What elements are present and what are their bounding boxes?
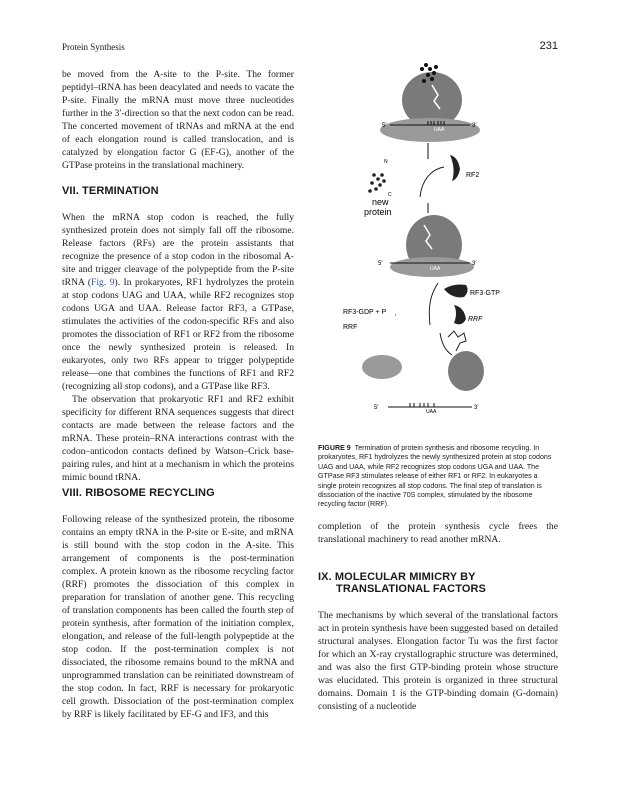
label-rf3-gdp: RF3-GDP + P: [343, 309, 387, 316]
label-uaa: UAA: [430, 266, 441, 272]
text-run: When the mRNA stop codon is reached, the fully synthesized protein does not simply fall off the ribosome. Release factors (RFs) are the protein assistants that recognize the presence of a stop codon in the ribosomal A-site and trigger cleavage of the polypeptide from the P-site tRNA (: [62, 212, 294, 288]
label-5-prime: 5′: [374, 405, 379, 411]
released-protein-icon: [368, 173, 386, 193]
arrow-rf3: [429, 283, 438, 325]
rf2-factor: [450, 155, 460, 181]
label-rf3-gtp: RF3·GTP: [470, 290, 500, 297]
paragraph-termination-1: [62, 211, 294, 393]
codon-ticks: [410, 403, 434, 407]
col1-termination-text: [62, 211, 294, 484]
ribosome-small-subunit: [380, 118, 480, 142]
section-heading-termination: VII. TERMINATION: [62, 185, 159, 197]
label-pi-subscript: i: [395, 312, 396, 317]
label-3-prime: 3′: [472, 123, 477, 129]
label-c-terminus: C: [388, 192, 392, 198]
rrf-factor: [454, 305, 466, 324]
col2-mimicry-text: [318, 609, 558, 713]
col2-continuation-text: [318, 520, 558, 546]
rf3-gtp-factor: [444, 285, 468, 298]
ribosome-large-subunit-free: [448, 351, 484, 391]
heading-line-2: TRANSLATIONAL FACTORS: [336, 583, 486, 595]
figure-9-link[interactable]: Fig. 9: [91, 277, 115, 288]
paragraph-recycling-1: Following release of the synthesized protein, the ribosome contains an empty tRNA in the P-site or E-site, and mRNA is still bound with the stop codon in the A-site. This arrangement of components is the post-termination complex. A protein known as the ribosome recycling factor (RRF) promotes the dissociation of this complex in preparation for translation of another gene. This recycling of translation components has been called the fourth step of protein synthesis, after formation of the initiation complex, elongation, and release of the full-length polypeptide at the stop codon. If the post-termination complex is not dissociated, the ribosome remains bound to the mRNA and unprogrammed translation can be reinitiated downstream of the stop codon. In fact, RRF is necessary for prokaryotic cell growth. Dissociation of the post-termination complex by RRF is likely facilitated by EF-G and IF3, and this: [62, 514, 294, 720]
figure-label: FIGURE 9: [318, 444, 351, 452]
col1-recycling-text: [62, 513, 294, 721]
label-uaa: UAA: [426, 409, 437, 415]
figure-9-caption: [318, 444, 558, 510]
col1-intro-text: [62, 68, 294, 172]
released-trna-icon: [448, 331, 466, 351]
section-heading-ribosome-recycling: VIII. RIBOSOME RECYCLING: [62, 487, 215, 499]
label-protein: protein: [364, 207, 392, 217]
arrow-recycling: [440, 333, 452, 355]
label-n-terminus: N: [384, 159, 388, 165]
caption-text: Termination of protein synthesis and ribosome recycling. In prokaryotes, RF1 hydrolyzes the newly synthesized protein at stop codons UAG and UAA, while RF2 recognizes stop codons UGA and UAA. The GTPase RF3 stimulates release of either RF1 or RF2. In eukaryotes a single protein recognizes all stop codons. The final step of translation is dissociation of the inactive 70S complex, stimulated by the ribosome recycling factor (RRF).: [318, 444, 552, 509]
label-new: new: [372, 197, 389, 207]
label-rrf-top: RRF: [468, 316, 483, 323]
label-rrf: RRF: [343, 324, 358, 331]
label-5-prime: 5′: [382, 123, 387, 129]
running-header-title: Protein Synthesis: [62, 42, 125, 52]
page-number: 231: [539, 40, 558, 52]
heading-line-1: IX. MOLECULAR MIMICRY BY: [318, 571, 476, 583]
text-run: ). In prokaryotes, RF1 hydrolyzes the protein at stop codons UAG and UAA, while RF2 recognizes stop codons UGA and UAA. Release factor RF3, a GTPase, stimulates the activities of the codon-specific RFs and also promotes the dissociation of RF1 or RF2 from the ribosome once the newly synthesized protein is released. In eukaryotes, only two RFs appear to trigger polypeptide release—one that combines the functions of RF1 and RF2 (recognizing all stop codons), and a GTPase like RF3.: [62, 277, 294, 392]
label-5-prime: 5′: [378, 261, 383, 267]
label-uaa: UAA: [434, 127, 445, 133]
paragraph-intro: be moved from the A-site to the P-site. The former peptidyl–tRNA has been deacylated and needs to vacate the P-site. Finally the mRNA must move three nucleotides further in the 3′-direction so that the next codon can be read. The concerted movement of tRNAs and mRNA at the end of each elongation round is called translocation, and is catalyzed by elongation factor G (EF-G), another of the GTPase proteins in the translational machinery.: [62, 69, 294, 171]
section-heading-molecular-mimicry: [318, 571, 486, 595]
paragraph-termination-2: The observation that prokaryotic RF1 and RF2 exhibit specificity for different RNA sequences suggests that direct contacts are made between the release factors and the mRNA. These protein–RNA interactions contrast with the codon–anticodon contacts defined by Watson–Crick base-pairing rules, and hint at a mechanism in which the proteins mimic bound tRNA.: [62, 394, 294, 483]
paragraph-continuation: completion of the protein synthesis cycle frees the translational machinery to read another mRNA.: [318, 521, 558, 545]
label-rf2: RF2: [466, 172, 480, 179]
paragraph-mimicry-1: The mechanisms by which several of the translational factors act in protein synthesis have been suggested based on detailed structural analyses. Elongation factor Tu was the first factor for which an X-ray crystallographic structure was determined, and was also the first GTP-binding protein whose structure was elucidated. This protein is organized in three structural domains. Domain 1 is the GTP-binding domain (G-domain) consisting of a nucleotide: [318, 610, 558, 712]
ribosome-small-subunit-free: [362, 355, 402, 379]
arrow-release: [420, 167, 444, 197]
figure-9-diagram: [343, 55, 520, 425]
label-3-prime: 3′: [474, 405, 479, 411]
label-3-prime: 3′: [472, 261, 477, 267]
